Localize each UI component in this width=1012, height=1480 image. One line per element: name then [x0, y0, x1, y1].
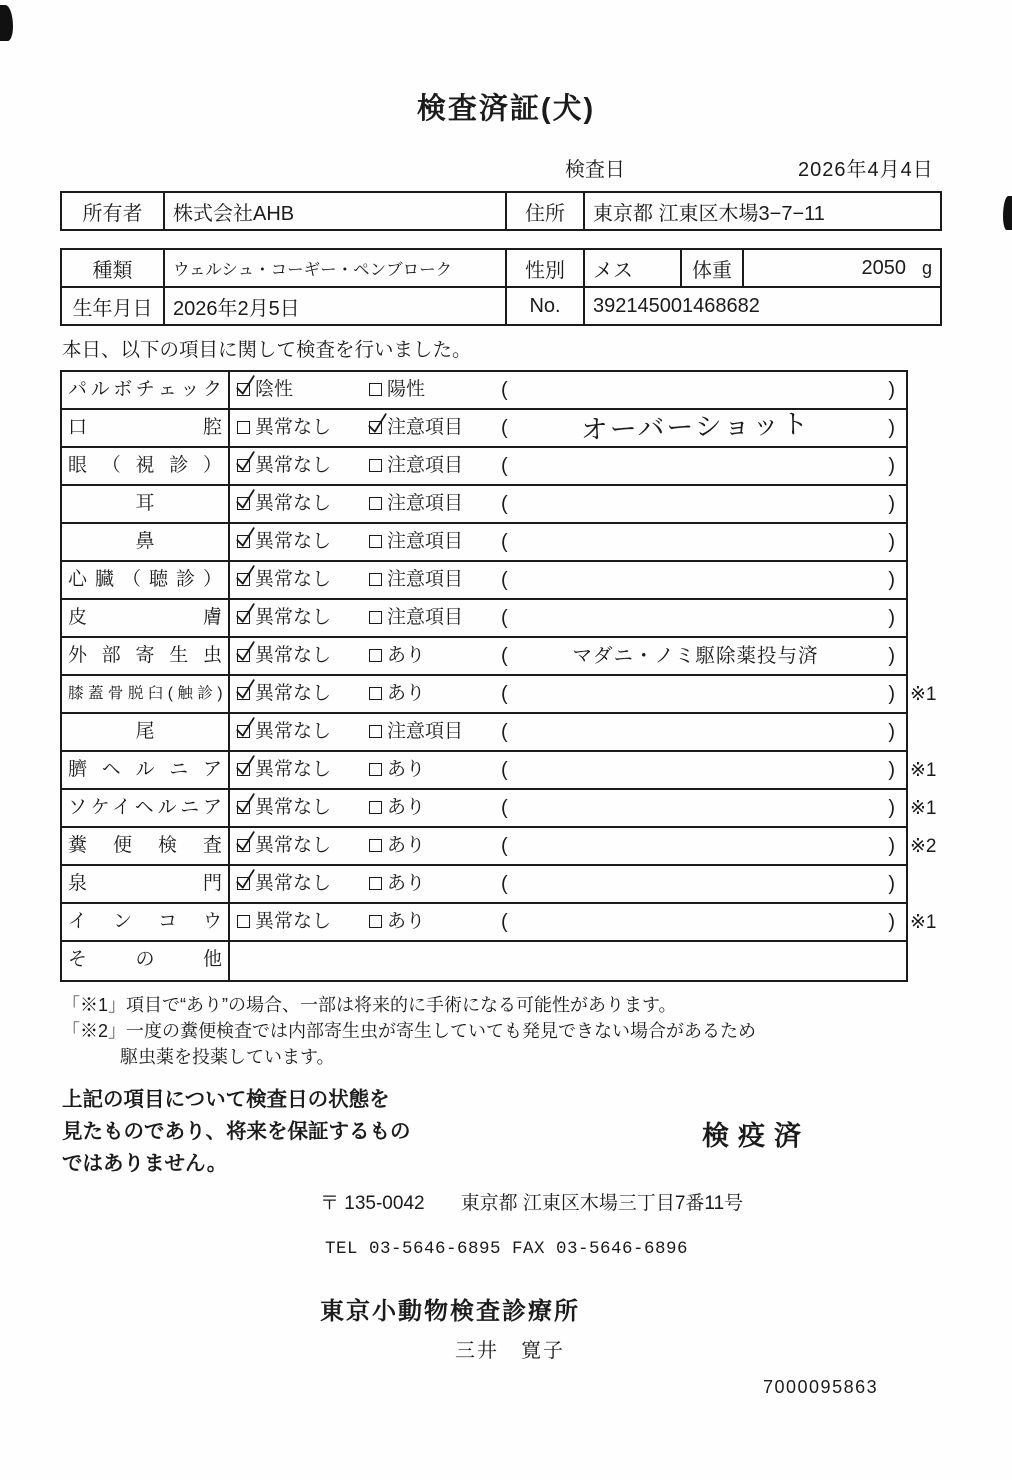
item-name: 耳: [62, 486, 230, 522]
paren-close: ): [888, 531, 895, 553]
item-name: その他: [62, 942, 230, 980]
disclaimer-section: [62, 1084, 910, 1180]
inspection-row: [62, 752, 937, 790]
footnote-1: 「※1」項目で“あり”の場合、一部は将来的に手術になる可能性があります。: [62, 995, 677, 1015]
clinic-address-line: [320, 1188, 1012, 1215]
intro-text: 本日、以下の項目に関して検査を行いました。: [62, 339, 472, 361]
paren-close: ): [888, 759, 895, 781]
sex-value: メス: [584, 249, 681, 287]
paren-open: (: [501, 683, 508, 705]
option-1-label: 異常なし: [255, 455, 332, 476]
option-1-label: 異常なし: [255, 797, 332, 818]
inspection-table: [60, 370, 937, 982]
disclaimer-text: [62, 1084, 462, 1180]
option-1: [237, 524, 331, 560]
no-label: No.: [506, 287, 584, 325]
weight-value-cell: [743, 249, 941, 287]
item-name: 心臓（聴診）: [62, 562, 230, 598]
clinic-address: 東京都 江東区木場三丁目7番11号: [460, 1193, 744, 1214]
option-1-label: 異常なし: [255, 645, 332, 666]
paren-open: (: [501, 911, 508, 933]
option-1: [237, 562, 331, 598]
checkbox-1[interactable]: [237, 611, 250, 624]
option-2: [369, 866, 425, 902]
option-2-label: あり: [387, 683, 426, 704]
checkbox-2[interactable]: [369, 877, 382, 890]
checkbox-1[interactable]: [237, 877, 250, 890]
footnote-marker: ※2: [910, 836, 937, 857]
option-2: [369, 448, 463, 484]
option-1-label: 異常なし: [255, 683, 332, 704]
item-name: 外部寄生虫: [62, 638, 230, 674]
breed-value: ウェルシュ・コーギー・ペンブローク: [164, 249, 506, 287]
checkbox-2[interactable]: [369, 459, 382, 472]
row-options: [230, 752, 906, 788]
weight-label: 体重: [681, 249, 743, 287]
item-name: 臍ヘルニア: [62, 752, 230, 788]
checkbox-1[interactable]: [237, 801, 250, 814]
option-2-label: 注意項目: [387, 569, 464, 590]
checkbox-2[interactable]: [369, 649, 382, 662]
footnote-marker: ※1: [910, 798, 937, 819]
owner-value: 株式会社AHB: [164, 192, 506, 230]
option-2-label: 陽性: [387, 379, 426, 400]
checkbox-1[interactable]: [237, 725, 250, 738]
option-1: [237, 410, 331, 446]
option-1: [237, 638, 331, 674]
option-2-label: あり: [387, 759, 426, 780]
option-2-label: 注意項目: [387, 417, 464, 438]
checkbox-2[interactable]: [369, 421, 382, 434]
checkbox-2[interactable]: [369, 763, 382, 776]
checkbox-1[interactable]: [237, 763, 250, 776]
paren-open: (: [501, 493, 508, 515]
row-options: [230, 486, 906, 522]
item-name: 尾: [62, 714, 230, 750]
checkbox-2[interactable]: [369, 725, 382, 738]
option-2-label: 注意項目: [387, 721, 464, 742]
paren-close: ): [888, 911, 895, 933]
option-2-label: あり: [387, 835, 426, 856]
checkbox-2[interactable]: [369, 915, 382, 928]
option-2: [369, 904, 425, 940]
inspection-row: [62, 448, 906, 486]
paren-close: ): [888, 607, 895, 629]
disclaimer-line-1: 上記の項目について検査日の状態を: [62, 1088, 390, 1111]
row-options: [230, 562, 906, 598]
row-options: [230, 676, 906, 712]
birth-value: 2026年2月5日: [164, 287, 506, 325]
paren-close: ): [888, 721, 895, 743]
footnote-2-cont: 駆虫薬を投薬しています。: [120, 1047, 335, 1067]
paren-open: (: [501, 379, 508, 401]
option-1-label: 異常なし: [255, 493, 332, 514]
paren-open: (: [501, 797, 508, 819]
checkbox-2[interactable]: [369, 687, 382, 700]
inspection-row: [62, 942, 906, 980]
checkbox-2[interactable]: [369, 383, 382, 396]
birth-label: 生年月日: [61, 287, 164, 325]
weight-unit: g: [921, 257, 932, 278]
page-title: 検査済証(犬): [416, 93, 596, 125]
row-options: [230, 904, 906, 940]
option-1: [237, 828, 331, 864]
row-options: [230, 524, 906, 560]
option-1-label: 異常なし: [255, 911, 332, 932]
paren-close: ): [888, 569, 895, 591]
paren-close: ): [888, 683, 895, 705]
veterinarian-name: 三井 寛子: [455, 1340, 565, 1362]
sex-label: 性別: [506, 249, 584, 287]
paren-open: (: [501, 417, 508, 439]
option-2: [369, 562, 463, 598]
paren-close: ): [888, 379, 895, 401]
option-2-label: あり: [387, 645, 426, 666]
item-name: 糞便検査: [62, 828, 230, 864]
item-name: 口腔: [62, 410, 230, 446]
option-1-label: 異常なし: [255, 759, 332, 780]
inspection-date-value: 2026年4月4日: [798, 159, 934, 181]
option-2: [369, 752, 425, 788]
check-icon: [234, 374, 256, 398]
option-1-label: 陰性: [255, 379, 294, 400]
option-2-label: 注意項目: [387, 531, 464, 552]
option-1: [237, 904, 331, 940]
option-1-label: 異常なし: [255, 607, 332, 628]
footnotes: [62, 992, 1012, 1070]
inspection-date-label: 検査日: [565, 159, 625, 181]
paren-close: ): [888, 835, 895, 857]
option-1-label: 異常なし: [255, 835, 332, 856]
paren-open: (: [501, 835, 508, 857]
inspection-row: [62, 714, 906, 752]
option-2: [369, 600, 463, 636]
checkbox-1[interactable]: [237, 535, 250, 548]
checkbox-1[interactable]: [237, 421, 250, 434]
checkbox-2[interactable]: [369, 611, 382, 624]
row-options: [230, 942, 906, 980]
paren-open: (: [501, 721, 508, 743]
option-2-label: あり: [387, 911, 426, 932]
option-2: [369, 676, 425, 712]
option-2: [369, 410, 463, 446]
address-label: 住所: [506, 192, 584, 230]
check-icon: [234, 564, 256, 588]
option-2-label: 注意項目: [387, 607, 464, 628]
paren-open: (: [501, 759, 508, 781]
checkbox-2[interactable]: [369, 573, 382, 586]
footnote-marker: ※1: [910, 760, 937, 781]
option-2: [369, 372, 425, 408]
paren-open: (: [501, 569, 508, 591]
paren-close: ): [888, 797, 895, 819]
check-icon: [234, 830, 256, 854]
paren-open: (: [501, 531, 508, 553]
option-1-label: 異常なし: [255, 721, 332, 742]
checkbox-1[interactable]: [237, 915, 250, 928]
row-options: [230, 828, 906, 864]
item-name: 皮膚: [62, 600, 230, 636]
paren-open: (: [501, 455, 508, 477]
option-1-label: 異常なし: [255, 417, 332, 438]
row-options: [230, 372, 906, 408]
inspection-row: [62, 904, 937, 942]
check-icon: [234, 602, 256, 626]
option-1: [237, 752, 331, 788]
paren-open: (: [501, 607, 508, 629]
option-2: [369, 828, 425, 864]
option-2-label: あり: [387, 873, 426, 894]
option-2: [369, 638, 425, 674]
quarantine-stamp: 検疫済: [702, 1121, 810, 1151]
paren-open: (: [501, 645, 508, 667]
inspection-row: [62, 638, 906, 676]
owner-table: [60, 191, 942, 231]
option-1: [237, 448, 331, 484]
option-1: [237, 600, 331, 636]
note-text: マダニ・ノミ駆除薬投与済: [572, 645, 819, 667]
option-2-label: 注意項目: [387, 493, 464, 514]
checkbox-2[interactable]: [369, 801, 382, 814]
option-2: [369, 790, 425, 826]
option-2-label: 注意項目: [387, 455, 464, 476]
option-1: [237, 486, 331, 522]
inspection-row: [62, 790, 937, 828]
row-options: [230, 714, 906, 750]
paren-open: (: [501, 873, 508, 895]
item-name: 泉門: [62, 866, 230, 902]
item-name: ソケイヘルニア: [62, 790, 230, 826]
checkbox-2[interactable]: [369, 535, 382, 548]
inspection-row: [62, 600, 906, 638]
check-icon: [234, 678, 256, 702]
disclaimer-line-2: 見たものであり、将来を保証するもの: [62, 1120, 411, 1143]
checkbox-1[interactable]: [237, 383, 250, 396]
inspection-date-row: [60, 153, 940, 183]
option-1: [237, 676, 331, 712]
checkbox-1[interactable]: [237, 649, 250, 662]
clinic-name: 東京小動物検査診療所: [320, 1298, 580, 1325]
option-1-label: 異常なし: [255, 873, 332, 894]
inspection-row: [62, 562, 906, 600]
row-options: [230, 638, 906, 674]
paren-close: ): [888, 645, 895, 667]
disclaimer-line-3: ではありません。: [62, 1152, 228, 1175]
checkbox-2[interactable]: [369, 839, 382, 852]
row-options: [230, 410, 906, 446]
postal-code: 〒 135-0042: [320, 1193, 425, 1214]
check-icon: [234, 526, 256, 550]
inspection-row: [62, 866, 906, 904]
breed-label: 種類: [61, 249, 164, 287]
item-name: パルボチェック: [62, 372, 230, 408]
microchip-number: 392145001468682: [584, 287, 941, 325]
scan-artifact: [1003, 196, 1012, 230]
option-2: [369, 524, 463, 560]
check-icon: [234, 450, 256, 474]
option-1: [237, 866, 331, 902]
paren-close: ): [888, 493, 895, 515]
option-1: [237, 372, 293, 408]
item-name: 眼（視診）: [62, 448, 230, 484]
check-icon: [234, 640, 256, 664]
note-text: オーバーショット: [580, 408, 811, 446]
option-2-label: あり: [387, 797, 426, 818]
option-1-label: 異常なし: [255, 531, 332, 552]
address-value: 東京都 江東区木場3−7−11: [584, 192, 941, 230]
checkbox-1[interactable]: [237, 839, 250, 852]
row-options: [230, 448, 906, 484]
option-1-label: 異常なし: [255, 569, 332, 590]
check-icon: [234, 488, 256, 512]
row-options: [230, 790, 906, 826]
option-2: [369, 486, 463, 522]
checkbox-1[interactable]: [237, 459, 250, 472]
inspection-row: [62, 372, 906, 410]
paren-close: ): [888, 417, 895, 439]
inspection-row: [62, 828, 937, 866]
check-icon: [234, 792, 256, 816]
footnote-2: 「※2」一度の糞便検査では内部寄生虫が寄生していても発見できない場合があるため: [62, 1021, 757, 1041]
row-options: [230, 866, 906, 902]
owner-label: 所有者: [61, 192, 164, 230]
footnote-marker: ※1: [910, 912, 937, 933]
check-icon: [234, 868, 256, 892]
check-icon: [366, 412, 388, 436]
inspection-row: [62, 524, 906, 562]
item-name: 鼻: [62, 524, 230, 560]
paren-close: ): [888, 455, 895, 477]
option-1: [237, 790, 331, 826]
inspection-row: [62, 410, 906, 448]
tel-fax-line: TEL 03-5646-6895 FAX 03-5646-6896: [325, 1239, 689, 1259]
row-options: [230, 600, 906, 636]
option-1: [237, 714, 331, 750]
paren-close: ): [888, 873, 895, 895]
checkbox-1[interactable]: [237, 687, 250, 700]
check-icon: [234, 754, 256, 778]
inspection-row: [62, 676, 937, 714]
animal-table: [60, 248, 942, 326]
item-name: インコウ: [62, 904, 230, 940]
checkbox-2[interactable]: [369, 497, 382, 510]
checkbox-1[interactable]: [237, 573, 250, 586]
check-icon: [234, 716, 256, 740]
weight-value: 2050: [861, 256, 906, 279]
serial-number: 7000095863: [763, 1377, 879, 1397]
footnote-marker: ※1: [910, 684, 937, 705]
option-2: [369, 714, 463, 750]
item-name: 膝蓋骨脱臼(触診): [62, 676, 230, 712]
inspection-row: [62, 486, 906, 524]
checkbox-1[interactable]: [237, 497, 250, 510]
